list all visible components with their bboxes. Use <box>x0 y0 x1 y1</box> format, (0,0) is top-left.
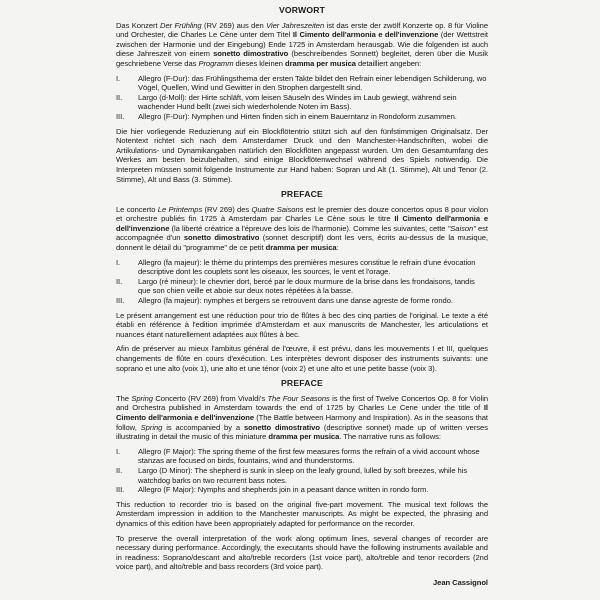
movement-number: III. <box>116 485 125 495</box>
text-run: This reduction to recorder trio is based on the original five-part movement. The musical text follows the Amsterdam impression in addition to the Manchester manuscripts. As might be expected, the phrasing and dynamics of this edition have been appropriately adapted for performance on the recorder. <box>116 499 488 528</box>
movement-number: II. <box>116 92 123 102</box>
movement-number: I. <box>116 73 121 83</box>
text-run: (descriptive sonnet) made up of written verses illustrating in detail the music of this miniature <box>116 422 488 442</box>
italic-text-run: Spring <box>140 422 163 432</box>
text-run: To preserve the overall interpretation of the work along optimum lines, several changes of recorder are necessary during performance. Accordingly, the executants should have the following instruments available and in readiness: Soprano/descant and alto/treble recorders (1st voice part), alto/treble and tenor recorders (2nd voice part), and alto/treble and bass recorders (3rd voice part). <box>116 533 488 572</box>
italic-text-run: Spring <box>131 393 153 403</box>
italic-text-run: Der Frühling <box>160 20 202 30</box>
preface-section <box>116 6 488 184</box>
movement-number: I. <box>116 446 121 456</box>
bold-text-run: dramma per musica <box>285 58 356 68</box>
text-run: (The Battle between Harmony and Inspiration). As in the seasons that follow, <box>116 412 488 432</box>
bold-text-run: sonetto dimostrativo <box>183 233 260 243</box>
body-paragraph <box>116 534 488 572</box>
text-run: The <box>116 393 132 403</box>
intro-paragraph <box>116 394 488 442</box>
italic-text-run: Le Printemps <box>157 204 203 214</box>
italic-text-run: "Saison" <box>447 223 476 233</box>
section-heading: PREFACE <box>281 189 323 200</box>
text-run: ist das erste der zwölf Konzerte op. 8 für Violine und Orchester, die Charles Le Cène unter dem Titel <box>116 20 488 40</box>
preface-sections <box>116 6 488 572</box>
movement-item <box>116 112 488 122</box>
italic-text-run: Vier Jahreszeiten <box>266 20 325 30</box>
text-run: . The narrative runs as follows: <box>339 432 441 442</box>
movement-number: I. <box>116 257 121 267</box>
text-run: (sonnet descriptif) dont les vers, écrits au-dessus de la musique, donnent le détail du "programme" de ce petit <box>116 233 488 253</box>
text-run: Das Konzert <box>116 20 161 30</box>
text-run: (beschreibendes Sonnett) begleitet, deren über die Musik geschriebene Verse das <box>116 49 488 68</box>
movement-number: III. <box>116 111 125 121</box>
body-paragraph <box>116 311 488 340</box>
body-paragraph <box>116 127 488 185</box>
body-paragraph <box>116 500 488 529</box>
text-run: is the first of Twelve Concertos Op. 8 for Violin and Orchestra published in Amsterdam towards the end of 1725 by Charles Le Cene under the title of <box>116 393 489 413</box>
movement-description: Largo (d-Moll): der Hirte schläft, vom leisen Säuseln des Windes im Laub gewiegt, während sein wachender Hund bellt (zwei sich wiederholende Noten im Bass). <box>138 92 457 112</box>
text-run: est accompagnée d'un <box>116 223 488 243</box>
body-paragraph <box>116 344 488 373</box>
movement-description: Allegro (fa majeur): le thème du printemps des premières mesures constitue le refrain d'une évocation descriptive dont les couplets sont les oiseaux, les sources, le vent et l'orage. <box>138 257 476 277</box>
text-run: Die hier vorliegende Reduzierung auf ein Blockflötentrio stützt sich auf den fünfstimmigen Originalsatz. Der Notentext richtet sich nach dem Amsterdamer Druck und den Manchester-Handschriften, wobei die Artikulations- und Dynamikangaben natürlich den Blockflöten angepasst wurden. Um den Gesamtumfang des Werkes am besten beizubehalten, sind einige Blockflötenwechsel während des Spiels notwendig. Die Interpreten müssen somit folgende Instrumente zur Hand haben: Sopran und Alt (1. Stimme), Alt und Tenor (2. Stimme), Alt und Bass (3. Stimme). <box>116 126 488 184</box>
section-heading: VORWORT <box>278 5 326 15</box>
movement-description: Largo (ré mineur): le chevrier dort, bercé par le doux murmure de la brise dans les frondaisons, tandis que son chien veille et aboie sur deux notes répétées à la basse. <box>138 276 475 296</box>
author-signature: Jean Cassignol <box>432 577 488 587</box>
text-run: detailliert angeben: <box>355 58 422 68</box>
movement-number: III. <box>116 296 125 306</box>
text-run: (la liberté créatrice a l'épreuve des lois de l'harmonie). Comme les suivantes, cette <box>169 223 448 233</box>
movement-description: Allegro (F Major): The spring theme of the first few measures forms the refrain of a vivid account whose stanzas are focused on birds, fountains, wind and thunderstorms. <box>138 446 480 466</box>
text-run: (RV 269) aus den <box>201 20 267 30</box>
movement-number: II. <box>116 276 123 286</box>
movement-description: Allegro (F Major): Nymphs and shepherds join in a peasant dance written in rondo form. <box>138 485 429 495</box>
movement-item <box>116 258 488 277</box>
movement-item <box>116 74 488 93</box>
movement-description: Allegro (F-Dur): das Frühlingsthema der ersten Takte bildet den Refrain einer lebendigen Schilderung, wo Vögel, Quellen, Wind und Gewitter in den Strophen dargestellt sind. <box>138 73 487 93</box>
movement-list <box>116 447 488 495</box>
section-heading: PREFACE <box>281 378 323 389</box>
bold-text-run: Il Cimento dell'armonia e dell'invenzione <box>292 30 439 40</box>
text-run: Le concerto <box>116 204 158 214</box>
italic-text-run: Quatre Saisons <box>251 204 304 214</box>
movement-number: II. <box>116 465 123 475</box>
movement-item <box>116 447 488 466</box>
movement-list <box>116 258 488 306</box>
bold-text-run: dramma per musica <box>268 432 340 442</box>
text-run: (RV 269) des <box>202 204 252 214</box>
text-run: Concerto (RV 269) from Vivaldi's <box>152 393 268 403</box>
text-run: Le présent arrangement est une réduction pour trio de flûtes à bec des cinq parties de l'original. Le texte a été établi en référence à l'edition imprimée d'Amsterdam et aux manuscrits de Manchester, les articulations et nuances étant naturellement adaptées aux flûtes à bec. <box>116 310 488 339</box>
movement-description: Allegro (fa majeur): nymphes et bergers se retrouvent dans une danse agreste de forme rondo. <box>138 296 453 306</box>
movement-item <box>116 485 488 495</box>
bold-text-run: sonetto dimostrativo <box>243 422 320 432</box>
italic-text-run: Programm <box>198 58 234 68</box>
movement-description: Largo (D Minor): The shepherd is sunk in sleep on the leafy ground, lulled by soft breezes, while his watchdog barks on two recurrent bass notes. <box>138 465 468 485</box>
text-run: (der Wettstreit zwischen der Harmonie und der Eingebung) Ende 1725 in Amsterdam herausgab. Wie die folgenden ist auch diese Jahreszeit von einem <box>116 30 488 59</box>
movement-item <box>116 277 488 296</box>
movement-list <box>116 74 488 122</box>
text-run: dieses kleinen <box>233 58 286 68</box>
movement-item <box>116 296 488 306</box>
intro-paragraph <box>116 205 488 253</box>
bold-text-run: Il Cimento dell'armonia e dell'invenzione <box>116 403 488 422</box>
intro-paragraph <box>116 21 488 69</box>
text-run: is accompanied by a <box>162 422 244 432</box>
text-run: Afin de préserver au mieux l'ambitus général de l'œuvre, il est prévu, dans les mouvements I et III, quelques changements de flûte en cours d'exécution. Les interprètes devront disposer des instruments suivants: une soprano et une alto (voix 1), une alto et une ténor (voix 2) et une alto et une petite basse (voix 3). <box>116 344 488 373</box>
bold-text-run: Il Cimento dell'armonia e dell'invenzione <box>116 214 488 233</box>
movement-item <box>116 93 488 112</box>
movement-item <box>116 466 488 485</box>
bold-text-run: sonetto dimostrativo <box>213 49 289 59</box>
preface-section <box>116 190 488 373</box>
bold-text-run: dramma per musica <box>265 243 337 253</box>
text-run: est le premier des douze concertos opus 8 pour violon et orchestre publiés fin 1725 à Amsterdam par Charles Le Cène sous le titre <box>116 204 489 224</box>
preface-section <box>116 379 488 572</box>
movement-description: Allegro (F-Dur): Nymphen und Hirten finden sich in einem Bauerntanz in Rondoform zusammen. <box>138 111 457 121</box>
italic-text-run: The Four Seasons <box>267 393 330 403</box>
text-run: : <box>336 243 339 253</box>
